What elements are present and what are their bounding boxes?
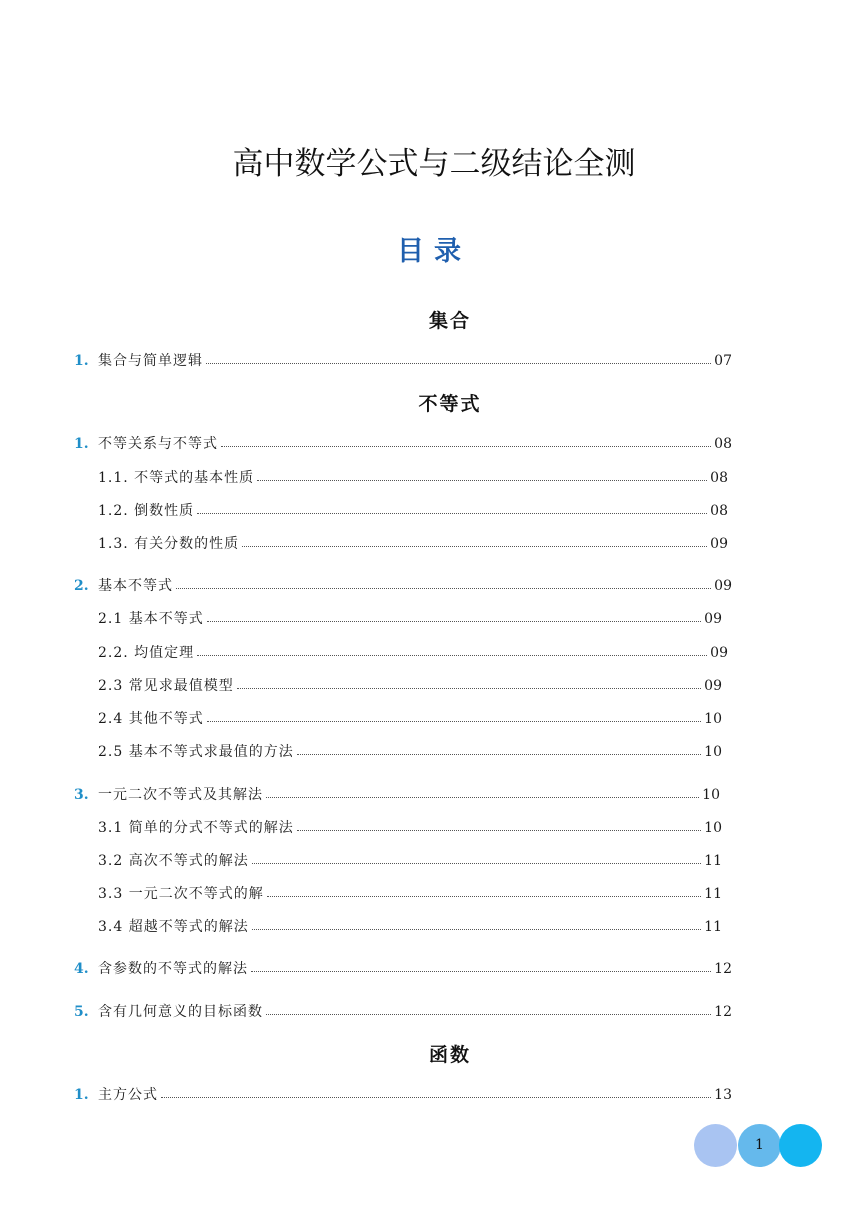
entry-page: 09 (710, 536, 728, 552)
toc-entry[interactable] (74, 577, 732, 595)
toc-subentry[interactable] (98, 743, 722, 761)
dot-leader (242, 545, 707, 547)
entry-label: 1.2. 倒数性质 (98, 503, 195, 519)
entry-page: 09 (714, 578, 732, 594)
toc-subentry[interactable] (98, 610, 722, 628)
dot-leader (266, 796, 699, 798)
toc-subentry[interactable] (98, 535, 728, 553)
toc-subentry[interactable] (98, 918, 722, 936)
dot-leader (207, 620, 701, 622)
dot-leader (266, 1013, 711, 1015)
entry-page: 09 (710, 645, 728, 661)
entry-label: 3.3 一元二次不等式的解 (98, 886, 264, 902)
entry-page: 11 (704, 886, 722, 902)
entry-label: 1.1. 不等式的基本性质 (98, 470, 255, 486)
dot-leader (237, 687, 701, 689)
dot-leader (206, 362, 711, 364)
toc-subentry[interactable] (98, 852, 722, 870)
section-heading-sets: 集合 (428, 310, 471, 332)
entry-label: 1.3. 有关分数的性质 (98, 536, 240, 552)
toc-subentry[interactable] (98, 677, 722, 695)
document-title: 高中数学公式与二级结论全测 (232, 146, 636, 182)
entry-label: 2.1 基本不等式 (98, 611, 204, 627)
dot-leader (297, 753, 701, 755)
entry-label: 2.5 基本不等式求最值的方法 (98, 744, 294, 760)
section-heading-functions: 函数 (428, 1044, 471, 1066)
dot-leader (197, 654, 707, 656)
entry-page: 08 (714, 436, 732, 452)
page-number: 1 (755, 1137, 764, 1153)
toc-subentry[interactable] (98, 885, 722, 903)
entry-page: 08 (710, 470, 728, 486)
entry-label: 主方公式 (98, 1087, 158, 1103)
dot-leader (161, 1096, 711, 1098)
entry-number: 1. (74, 436, 89, 452)
entry-label: 含参数的不等式的解法 (98, 961, 248, 977)
page-number-badge (694, 1124, 824, 1168)
toc-entry[interactable] (74, 435, 732, 453)
entry-page: 10 (704, 711, 722, 727)
entry-number: 3. (74, 787, 89, 803)
decor-circle (779, 1124, 822, 1167)
toc-entry[interactable] (74, 1086, 732, 1104)
dot-leader (252, 928, 701, 930)
entry-number: 4. (74, 961, 89, 977)
dot-leader (207, 720, 701, 722)
entry-page: 10 (704, 744, 722, 760)
dot-leader (267, 895, 701, 897)
entry-page: 10 (704, 820, 722, 836)
entry-page: 08 (710, 503, 728, 519)
toc-subentry[interactable] (98, 710, 722, 728)
entry-label: 基本不等式 (98, 578, 173, 594)
entry-label: 集合与简单逻辑 (98, 353, 203, 369)
entry-label: 2.3 常见求最值模型 (98, 678, 234, 694)
entry-page: 12 (714, 961, 732, 977)
section-heading-inequalities: 不等式 (418, 393, 482, 415)
entry-page: 12 (714, 1004, 732, 1020)
entry-label: 含有几何意义的目标函数 (98, 1004, 263, 1020)
entry-label: 3.4 超越不等式的解法 (98, 919, 249, 935)
entry-label: 3.2 高次不等式的解法 (98, 853, 249, 869)
entry-number: 1. (74, 1087, 89, 1103)
entry-page: 09 (704, 611, 722, 627)
entry-label: 2.4 其他不等式 (98, 711, 204, 727)
dot-leader (221, 445, 711, 447)
toc-subentry[interactable] (98, 819, 722, 837)
entry-page: 10 (702, 787, 720, 803)
dot-leader (251, 970, 711, 972)
entry-label: 2.2. 均值定理 (98, 645, 195, 661)
dot-leader (257, 479, 707, 481)
dot-leader (176, 587, 711, 589)
toc-subentry[interactable] (98, 469, 728, 487)
entry-number: 1. (74, 353, 89, 369)
entry-number: 5. (74, 1004, 89, 1020)
entry-page: 09 (704, 678, 722, 694)
entry-label: 一元二次不等式及其解法 (98, 787, 263, 803)
dot-leader (252, 862, 701, 864)
entry-label: 3.1 简单的分式不等式的解法 (98, 820, 294, 836)
toc-entry[interactable] (74, 960, 732, 978)
toc-entry[interactable] (74, 1003, 732, 1021)
entry-page: 11 (704, 919, 722, 935)
toc-heading: 目录 (397, 236, 471, 267)
toc-entry[interactable] (74, 352, 732, 370)
entry-label: 不等关系与不等式 (98, 436, 218, 452)
entry-page: 13 (714, 1087, 732, 1103)
entry-number: 2. (74, 578, 89, 594)
dot-leader (297, 829, 701, 831)
dot-leader (197, 512, 707, 514)
entry-page: 07 (714, 353, 732, 369)
toc-subentry[interactable] (98, 644, 728, 662)
decor-circle (694, 1124, 737, 1167)
entry-page: 11 (704, 853, 722, 869)
toc-subentry[interactable] (98, 502, 728, 520)
toc-entry[interactable] (74, 786, 720, 804)
